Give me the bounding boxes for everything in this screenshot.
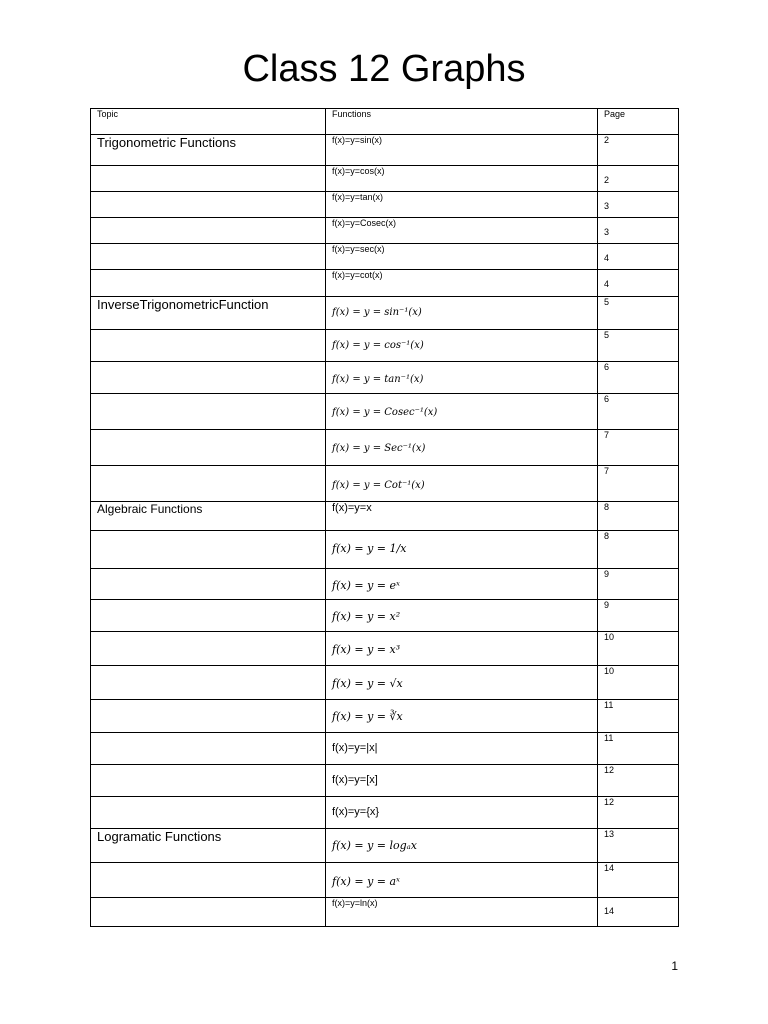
topic-cell bbox=[91, 166, 326, 192]
page-cell: 7 bbox=[598, 466, 679, 502]
table-row bbox=[91, 600, 679, 632]
function-cell: f(x) = y = 1/x bbox=[326, 531, 598, 569]
topic-cell bbox=[91, 466, 326, 502]
table-row bbox=[91, 797, 679, 829]
topic-cell: Logramatic Functions bbox=[91, 829, 326, 863]
function-cell: f(x)=y=cos(x) bbox=[326, 166, 598, 192]
table-header-row bbox=[91, 109, 679, 135]
table-row bbox=[91, 733, 679, 765]
function-cell: f(x) = y = logₐx bbox=[326, 829, 598, 863]
topic-cell bbox=[91, 600, 326, 632]
function-cell: f(x)=y=cot(x) bbox=[326, 270, 598, 297]
table-row bbox=[91, 135, 679, 166]
table-row bbox=[91, 466, 679, 502]
function-cell: f(x) = y = cos⁻¹(x) bbox=[326, 330, 598, 362]
topic-cell bbox=[91, 362, 326, 394]
table-row bbox=[91, 430, 679, 466]
topic-cell bbox=[91, 700, 326, 733]
function-cell: f(x)=y=sec(x) bbox=[326, 244, 598, 270]
page-cell: 6 bbox=[598, 362, 679, 394]
table-row bbox=[91, 765, 679, 797]
table-row bbox=[91, 394, 679, 430]
page-cell: 5 bbox=[598, 330, 679, 362]
topic-cell bbox=[91, 394, 326, 430]
table-row bbox=[91, 330, 679, 362]
page-cell: 4 bbox=[598, 244, 679, 270]
table-row bbox=[91, 863, 679, 898]
table-row bbox=[91, 829, 679, 863]
function-cell: f(x)=y=sin(x) bbox=[326, 135, 598, 166]
topic-cell bbox=[91, 244, 326, 270]
table-row bbox=[91, 531, 679, 569]
table-row bbox=[91, 270, 679, 297]
function-cell: f(x)=y={x} bbox=[326, 797, 598, 829]
page-cell: 3 bbox=[598, 192, 679, 218]
function-cell: f(x) = y = tan⁻¹(x) bbox=[326, 362, 598, 394]
table-row bbox=[91, 297, 679, 330]
topic-cell bbox=[91, 898, 326, 927]
page-cell: 5 bbox=[598, 297, 679, 330]
header-page: Page bbox=[598, 109, 679, 135]
table-row bbox=[91, 666, 679, 700]
function-cell: f(x)=y=x bbox=[326, 502, 598, 531]
page-number: 1 bbox=[671, 959, 678, 973]
page-cell: 4 bbox=[598, 270, 679, 297]
table-row bbox=[91, 244, 679, 270]
topic-cell bbox=[91, 569, 326, 600]
page-cell: 11 bbox=[598, 733, 679, 765]
page-cell: 12 bbox=[598, 797, 679, 829]
function-cell: f(x) = y = ∛x bbox=[326, 700, 598, 733]
table-row bbox=[91, 700, 679, 733]
table-row bbox=[91, 362, 679, 394]
page-cell: 9 bbox=[598, 569, 679, 600]
topic-cell bbox=[91, 733, 326, 765]
function-cell: f(x)=y=Cosec(x) bbox=[326, 218, 598, 244]
page-cell: 12 bbox=[598, 765, 679, 797]
function-cell: f(x) = y = eˣ bbox=[326, 569, 598, 600]
header-topic: Topic bbox=[91, 109, 326, 135]
page-cell: 7 bbox=[598, 430, 679, 466]
topic-cell bbox=[91, 863, 326, 898]
topic-cell bbox=[91, 632, 326, 666]
topic-cell bbox=[91, 330, 326, 362]
function-cell: f(x)=y=tan(x) bbox=[326, 192, 598, 218]
header-functions: Functions bbox=[326, 109, 598, 135]
topic-cell: InverseTrigonometricFunction bbox=[91, 297, 326, 330]
page-cell: 13 bbox=[598, 829, 679, 863]
table-row bbox=[91, 569, 679, 600]
topic-cell: Algebraic Functions bbox=[91, 502, 326, 531]
table-row bbox=[91, 898, 679, 927]
page-cell: 6 bbox=[598, 394, 679, 430]
page-title: Class 12 Graphs bbox=[242, 48, 526, 90]
function-cell: f(x) = y = sin⁻¹(x) bbox=[326, 297, 598, 330]
page-cell: 8 bbox=[598, 502, 679, 531]
function-cell: f(x)=y=ln(x) bbox=[326, 898, 598, 927]
function-cell: f(x)=y=[x] bbox=[326, 765, 598, 797]
page-cell: 3 bbox=[598, 218, 679, 244]
topic-cell bbox=[91, 666, 326, 700]
table-row bbox=[91, 192, 679, 218]
page-cell: 2 bbox=[598, 166, 679, 192]
topic-cell bbox=[91, 765, 326, 797]
table-row bbox=[91, 218, 679, 244]
topic-cell bbox=[91, 797, 326, 829]
topic-cell: Trigonometric Functions bbox=[91, 135, 326, 166]
function-cell: f(x) = y = x² bbox=[326, 600, 598, 632]
page-cell: 8 bbox=[598, 531, 679, 569]
function-cell: f(x) = y = Cot⁻¹(x) bbox=[326, 466, 598, 502]
function-cell: f(x)=y=|x| bbox=[326, 733, 598, 765]
page-cell: 2 bbox=[598, 135, 679, 166]
page-cell: 14 bbox=[598, 898, 679, 927]
page-cell: 11 bbox=[598, 700, 679, 733]
table-row bbox=[91, 166, 679, 192]
page-cell: 9 bbox=[598, 600, 679, 632]
function-cell: f(x) = y = √x bbox=[326, 666, 598, 700]
graphs-index-table bbox=[90, 108, 679, 927]
topic-cell bbox=[91, 270, 326, 297]
page-cell: 10 bbox=[598, 666, 679, 700]
table-row bbox=[91, 632, 679, 666]
page-cell: 10 bbox=[598, 632, 679, 666]
table-row bbox=[91, 502, 679, 531]
function-cell: f(x) = y = Cosec⁻¹(x) bbox=[326, 394, 598, 430]
topic-cell bbox=[91, 192, 326, 218]
function-cell: f(x) = y = aˣ bbox=[326, 863, 598, 898]
topic-cell bbox=[91, 531, 326, 569]
topic-cell bbox=[91, 218, 326, 244]
function-cell: f(x) = y = x³ bbox=[326, 632, 598, 666]
topic-cell bbox=[91, 430, 326, 466]
function-cell: f(x) = y = Sec⁻¹(x) bbox=[326, 430, 598, 466]
page-cell: 14 bbox=[598, 863, 679, 898]
